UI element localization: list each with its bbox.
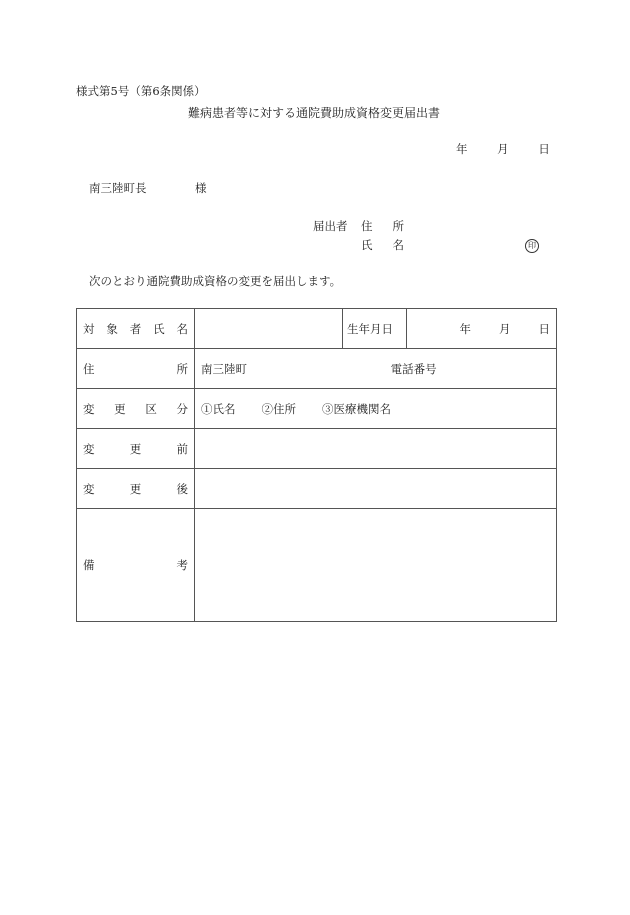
form-number: 様式第5号（第6条関係） [76, 84, 206, 98]
table-row [77, 469, 557, 509]
year-label: 年 [456, 142, 468, 156]
change-type-label: 変 更 区 分 [83, 401, 188, 416]
address-field[interactable]: 南三陸町 電話番号 [195, 349, 557, 389]
month-label: 月 [497, 142, 509, 156]
addressee-name: 南三陸町長 [89, 181, 147, 195]
applicant-name-label: 氏 名 [361, 238, 404, 252]
birthdate-field[interactable]: 年 月 日 [407, 309, 557, 349]
table-row [77, 509, 557, 622]
remarks-label: 備 考 [83, 558, 188, 572]
option-medical-institution[interactable]: ③医療機関名 [322, 401, 391, 416]
birthdate-label: 生年月日 [343, 309, 407, 349]
applicant-label: 届出者 [313, 219, 348, 233]
change-type-field[interactable] [195, 389, 557, 429]
option-address[interactable]: ②住所 [261, 401, 296, 416]
phone-label: 電話番号 [390, 361, 437, 376]
seal-icon: 印 [525, 239, 539, 253]
remarks-field[interactable] [195, 509, 557, 622]
before-field[interactable] [195, 429, 557, 469]
date-line [456, 141, 550, 157]
change-form-table [76, 308, 557, 622]
before-label: 変 更 前 [83, 441, 188, 456]
table-row [77, 309, 557, 349]
table-row [77, 389, 557, 429]
addressee-honorific: 様 [195, 181, 207, 195]
after-label: 変 更 後 [83, 481, 188, 496]
address-label: 住 所 [83, 361, 188, 376]
intro-text: 次のとおり通院費助成資格の変更を届出します。 [89, 274, 342, 288]
document-title: 難病患者等に対する通院費助成資格変更届出書 [188, 106, 441, 120]
table-row [77, 349, 557, 389]
subject-name-field[interactable] [195, 309, 343, 349]
after-field[interactable] [195, 469, 557, 509]
subject-name-label: 対 象 者 氏 名 [83, 321, 188, 336]
option-name[interactable]: ①氏名 [201, 401, 236, 416]
table-row [77, 429, 557, 469]
day-label: 日 [538, 142, 550, 156]
applicant-address-label: 住 所 [361, 219, 404, 233]
